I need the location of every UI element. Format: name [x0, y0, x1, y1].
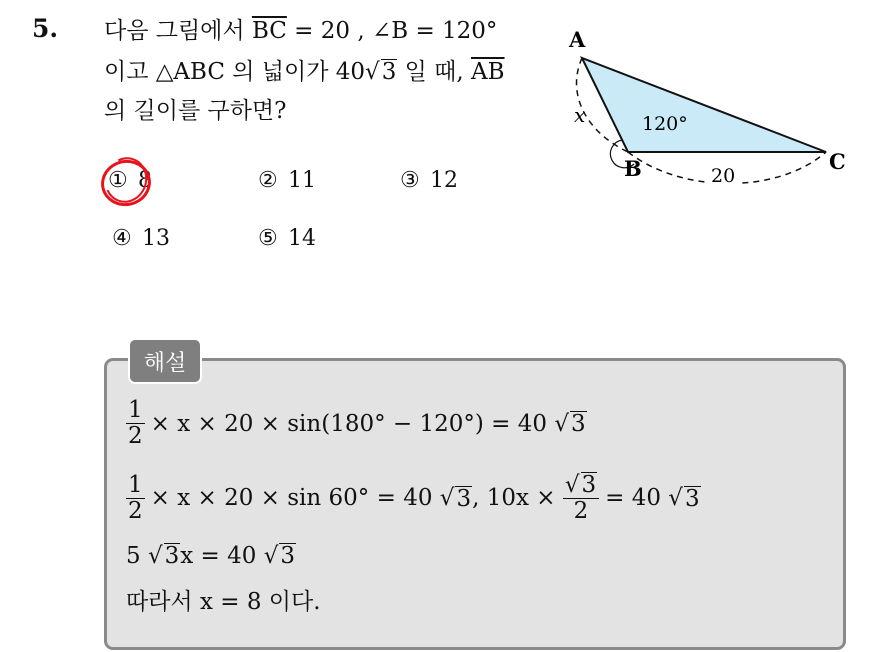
option-3[interactable] [400, 168, 458, 193]
angle-label: 120° [642, 113, 688, 135]
option-symbol: ④ [112, 226, 132, 251]
option-value: 8 [138, 168, 152, 193]
vertex-label-a: A [569, 27, 586, 52]
option-value: 11 [288, 168, 316, 193]
option-4[interactable] [112, 226, 170, 251]
side-label-bc: 20 [711, 165, 736, 187]
option-symbol: ⑤ [258, 226, 278, 251]
solution-line-1: $\frac{1}{2}$ × x × 20 × sin(180° − 120°) = 40 √ 3 [128, 397, 586, 450]
vertex-label-b: B [624, 156, 642, 181]
solution-line-4: 따라서 x = 8 이다. [126, 589, 321, 615]
triangle-abc [582, 58, 826, 152]
solution-line-3: 5 √ 3 x = 40 √ 3 [126, 543, 295, 570]
question-line-2: 이고 △ABC 의 넓이가 40√3 일 때, $\overline{AB}$ [104, 59, 505, 85]
option-value: 12 [430, 168, 458, 193]
solution-tag: 해설 [128, 338, 202, 384]
question-line-3: 의 길이를 구하면? [104, 98, 287, 124]
question-line-1: 다음 그림에서 $\overline{BC} = 20$ , ∠B = 120° [104, 18, 498, 44]
question-number: 5. [32, 14, 59, 43]
triangle-figure [552, 24, 852, 196]
option-value: 14 [288, 226, 316, 251]
answer-mark-stroke [98, 151, 153, 209]
option-2[interactable] [258, 168, 316, 193]
option-value: 13 [142, 226, 170, 251]
option-symbol: ① [108, 168, 128, 193]
vertex-label-c: C [829, 149, 846, 174]
side-label-x: x [574, 103, 586, 127]
option-symbol: ② [258, 168, 278, 193]
option-5[interactable] [258, 226, 316, 251]
solution-line-2: $\frac{1}{2}$ × x × 20 × sin 60° = 40 √ 3 , 10x × $\frac{√3}{2}$ = 40 √ 3 [128, 471, 700, 525]
option-symbol: ③ [400, 168, 420, 193]
